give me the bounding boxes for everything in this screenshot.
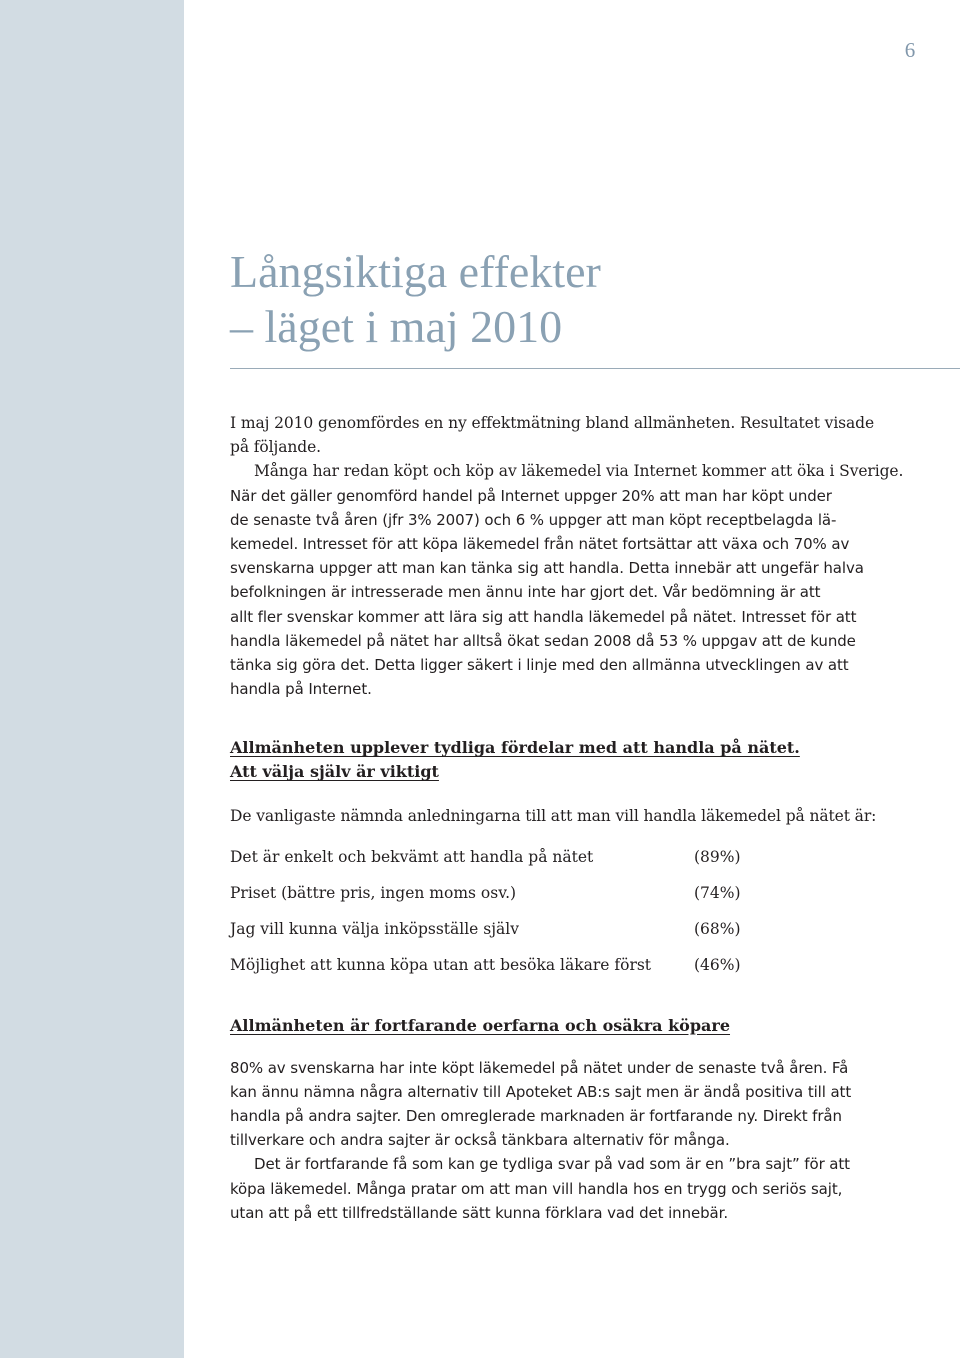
text-line: handla på Internet. — [230, 680, 372, 699]
heading-line: Att välja själv är viktigt — [230, 762, 439, 782]
section2-paragraph — [230, 1056, 850, 1225]
list-item — [230, 881, 850, 917]
heading-line: Allmänheten upplever tydliga fördelar med att handla på nätet. — [230, 738, 800, 758]
list-item — [230, 845, 850, 881]
section-heading-inexperienced — [230, 1014, 850, 1038]
main-content — [230, 411, 904, 1225]
text-line: I maj 2010 genomfördes en ny effektmätning bland allmänheten. Resultatet visade — [230, 414, 875, 432]
text-line: Många har redan köpt och köp av läkemedel via Internet kommer att öka i Sverige. — [254, 462, 904, 481]
text-line: köpa läkemedel. Många pratar om att man vill handla hos en trygg och seriös sajt, — [230, 1179, 843, 1198]
reason-percentage: (89%) — [694, 847, 741, 866]
list-item — [230, 953, 850, 989]
reason-percentage: (68%) — [694, 919, 741, 938]
intro-paragraph — [230, 411, 904, 701]
title-line-1: Långsiktiga effekter — [230, 246, 601, 297]
reason-label: Det är enkelt och bekvämt att handla på nätet — [230, 847, 594, 866]
text-line: kan ännu nämna några alternativ till Apoteket AB:s sajt men är ändå positiva till att — [230, 1082, 852, 1101]
title-divider — [230, 368, 960, 369]
text-line: befolkningen är intresserade men ännu inte har gjort det. Vår bedömning är att — [230, 583, 821, 602]
text-line: svenskarna uppger att man kan tänka sig att handla. Detta innebär att ungefär halva — [230, 559, 864, 578]
text-line: tillverkare och andra sajter är också tänkbara alternativ för många. — [230, 1131, 730, 1150]
text-line: allt fler svenskar kommer att lära sig att handla läkemedel på nätet. Intresset för att — [230, 607, 857, 626]
title-line-2: – läget i maj 2010 — [230, 301, 563, 352]
reason-percentage: (46%) — [694, 955, 741, 974]
text-line: Det är fortfarande få som kan ge tydliga svar på vad som är en ”bra sajt” för att — [254, 1155, 850, 1174]
section-heading-advantages — [230, 736, 850, 784]
text-line: När det gäller genomförd handel på Internet uppger 20% att man har köpt under — [230, 486, 832, 505]
reason-label: Jag vill kunna välja inköpsställe själv — [230, 919, 519, 938]
reasons-lead — [230, 804, 877, 828]
reason-label: Möjlighet att kunna köpa utan att besöka läkare först — [230, 955, 652, 974]
text-line: tänka sig göra det. Detta ligger säkert i linje med den allmänna utvecklingen av att — [230, 656, 849, 675]
left-margin-band — [0, 0, 184, 1358]
text-line: utan att på ett tillfredställande sätt kunna förklara vad det innebär. — [230, 1203, 728, 1222]
text-line: de senaste två åren (jfr 3% 2007) och 6 % uppger att man köpt receptbelagda lä- — [230, 510, 837, 529]
heading-line: Allmänheten är fortfarande oerfarna och osäkra köpare — [230, 1015, 731, 1035]
reason-percentage: (74%) — [694, 883, 741, 902]
page-number: 6 — [904, 38, 916, 62]
list-item — [230, 917, 850, 953]
text-line: handla läkemedel på nätet har alltså ökat sedan 2008 då 53 % uppgav att de kunde — [230, 631, 856, 650]
text-line: De vanligaste nämnda anledningarna till att man vill handla läkemedel på nätet är: — [230, 807, 877, 826]
text-line: handla på andra sajter. Den omreglerade marknaden är fortfarande ny. Direkt från — [230, 1107, 842, 1126]
page-title — [230, 244, 601, 354]
text-line: 80% av svenskarna har inte köpt läkemedel på nätet under de senaste två åren. Få — [230, 1058, 849, 1077]
text-line: på följande. — [230, 438, 321, 457]
text-line: kemedel. Intresset för att köpa läkemedel från nätet fortsättar att växa och 70% av — [230, 535, 850, 554]
reason-label: Priset (bättre pris, ingen moms osv.) — [230, 883, 517, 902]
reasons-list — [230, 845, 850, 989]
